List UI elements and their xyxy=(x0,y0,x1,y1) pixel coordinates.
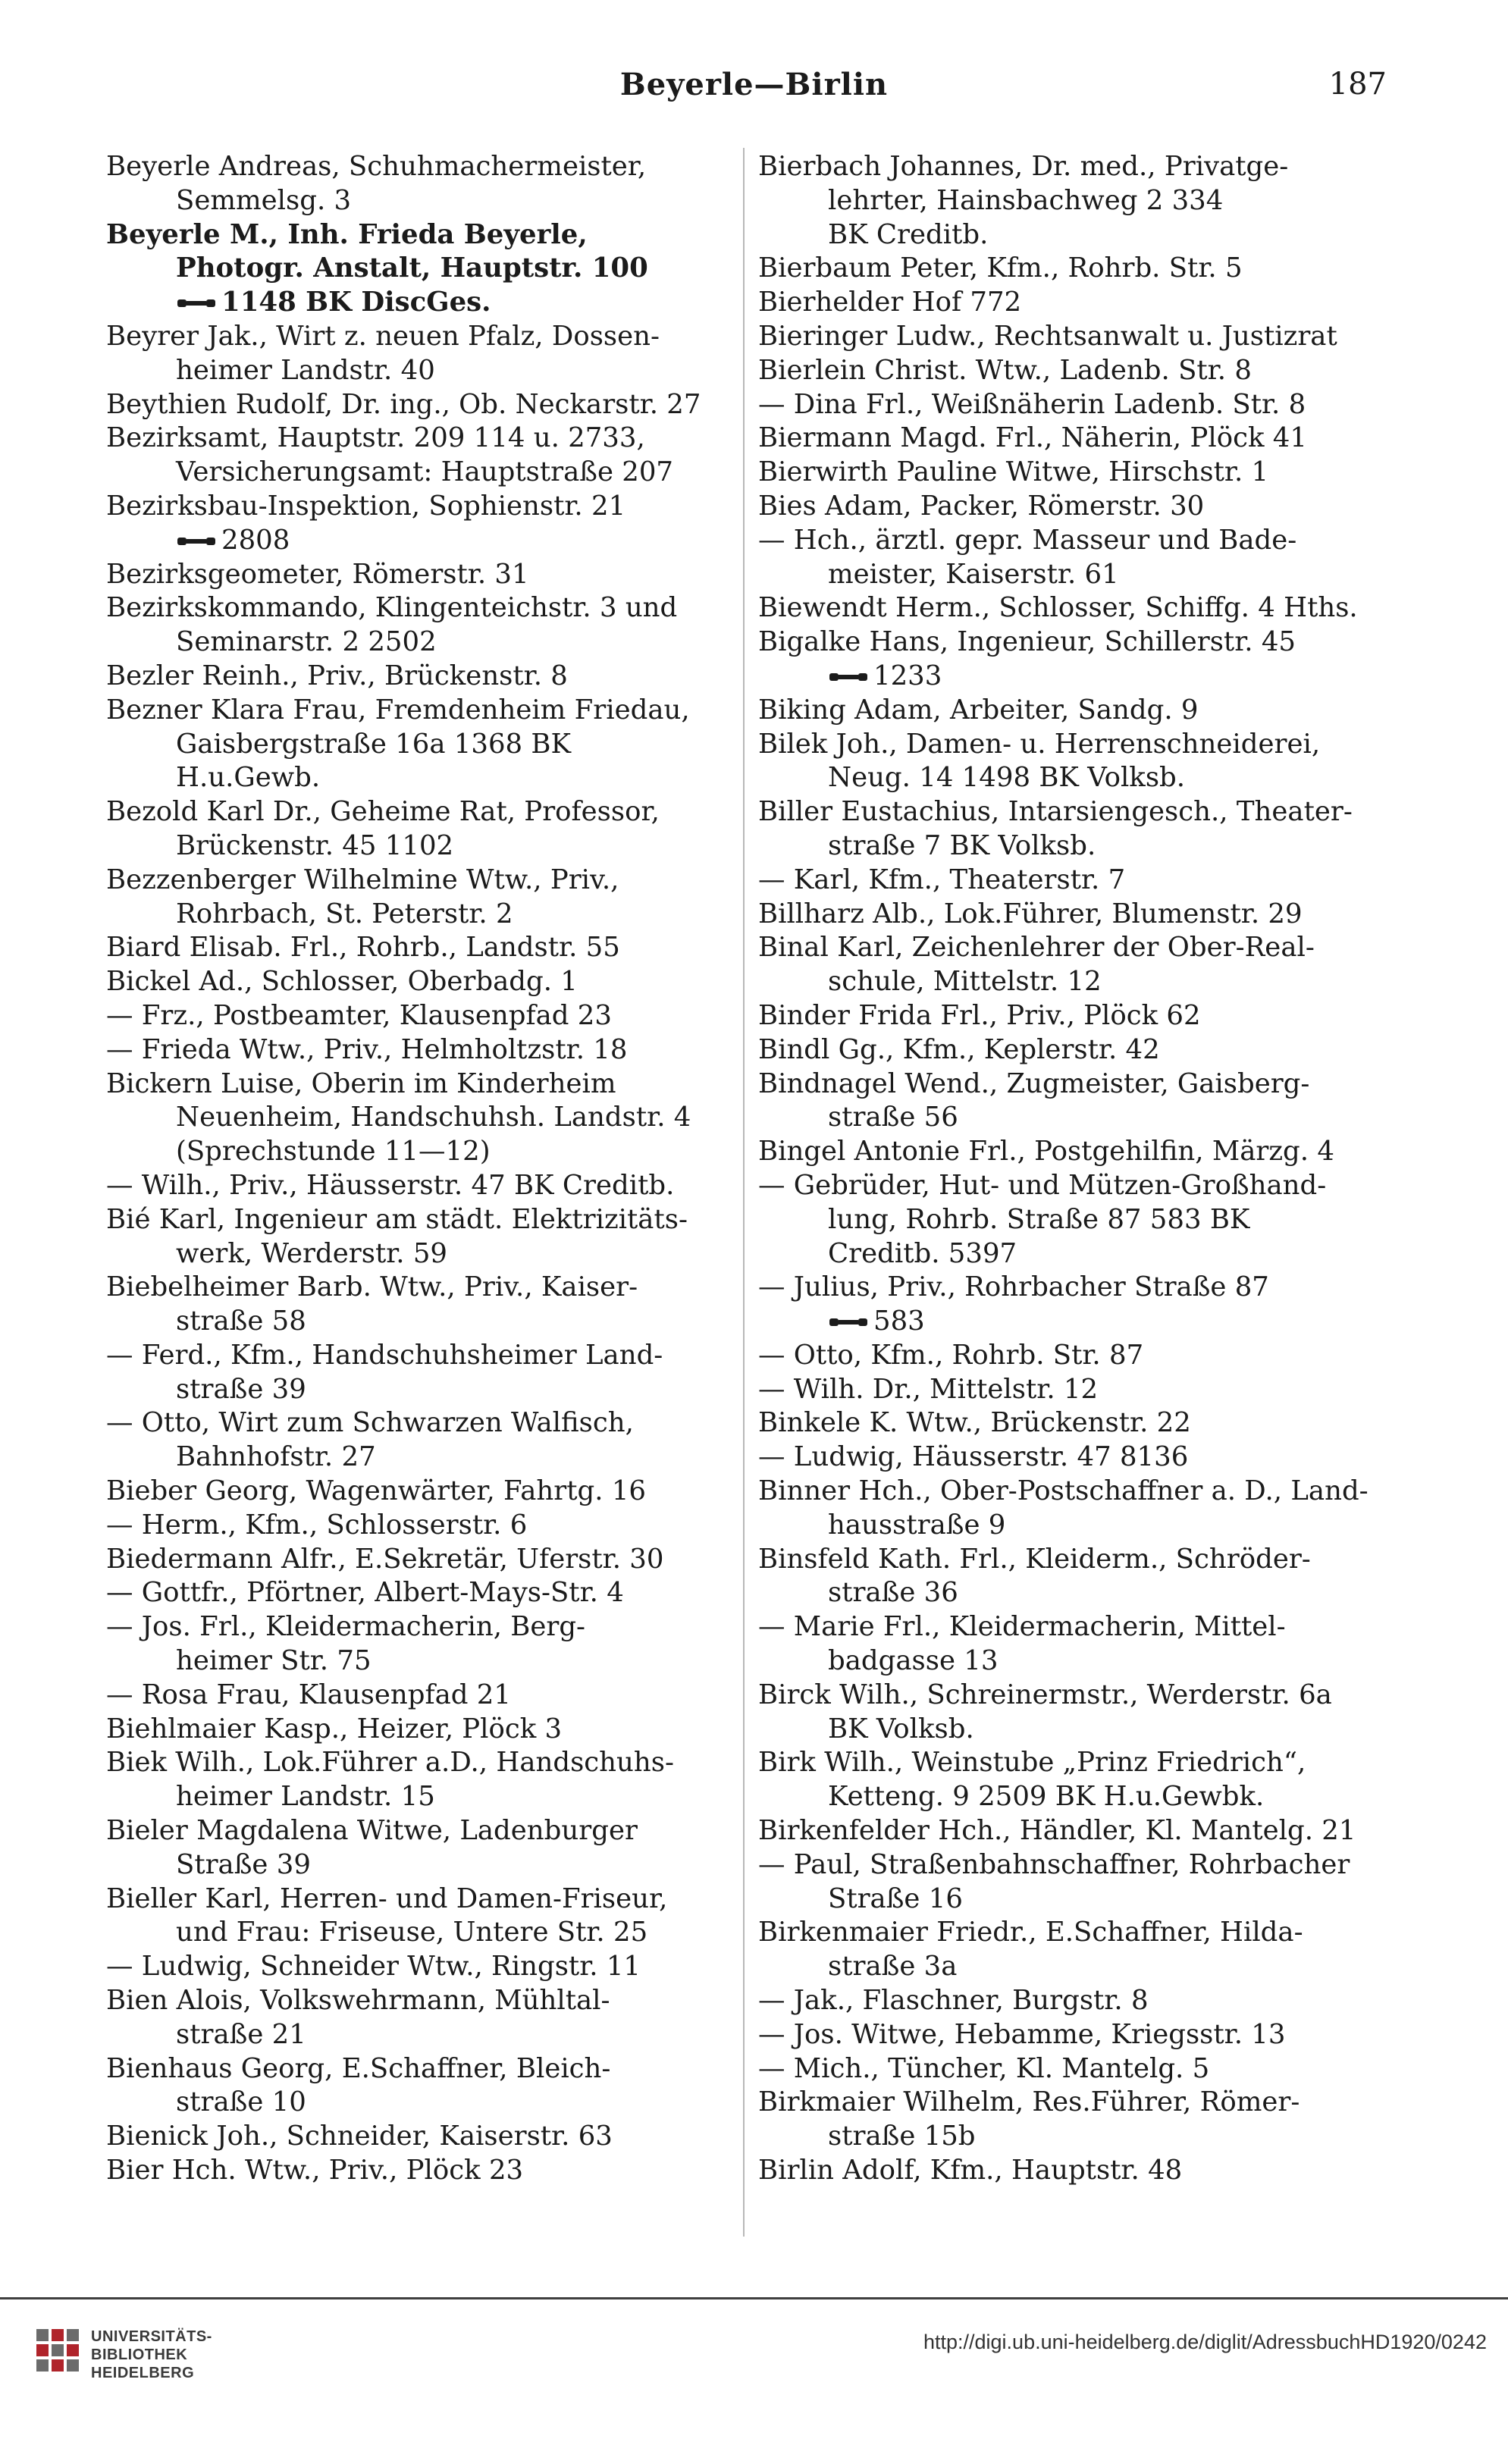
entry-text: Beyerle M., Inh. Frieda Beyerle, xyxy=(106,218,588,250)
entry-text: werk, Werderstr. 59 xyxy=(176,1237,448,1269)
entry-text: Bezold Karl Dr., Geheime Rat, Professor, xyxy=(106,796,660,828)
page-number: 187 xyxy=(1328,67,1387,102)
entry-text: Biehlmaier Kasp., Heizer, Plöck 3 xyxy=(106,1713,563,1745)
entry-text: straße 7 BK Volksb. xyxy=(828,829,1096,861)
entry-text: schule, Mittelstr. 12 xyxy=(828,966,1102,998)
directory-entry-line xyxy=(758,761,1380,795)
directory-entry-line xyxy=(758,591,1380,625)
directory-entry-line xyxy=(758,965,1380,999)
entry-text: Bindnagel Wend., Zugmeister, Gaisberg- xyxy=(758,1067,1310,1099)
source-url-link[interactable]: http://digi.ub.uni-heidelberg.de/diglit/AdressbuchHD1920/0242 xyxy=(923,2331,1487,2353)
directory-entry-line xyxy=(758,2154,1380,2188)
running-head: Beyerle—Birlin xyxy=(619,67,889,102)
entry-text: — Marie Frl., Kleidermacherin, Mittel- xyxy=(758,1611,1286,1643)
entry-text: — Gebrüder, Hut- und Mützen-Großhand- xyxy=(758,1169,1327,1201)
directory-entry-line xyxy=(758,2086,1380,2120)
directory-entry-line xyxy=(106,2154,728,2188)
directory-entry-line xyxy=(106,1237,728,1271)
right-column xyxy=(758,150,1380,2188)
entry-text: Biermann Magd. Frl., Näherin, Plöck 41 xyxy=(758,422,1307,454)
entry-text: Creditb. 5397 xyxy=(828,1237,1017,1269)
directory-entry-line xyxy=(106,252,728,286)
directory-entry-line xyxy=(758,1610,1380,1644)
directory-entry-line xyxy=(758,218,1380,252)
entry-text: Birkenmaier Friedr., E.Schaffner, Hilda- xyxy=(758,1917,1303,1948)
entry-text: H.u.Gewb. xyxy=(176,762,321,794)
directory-entry-line xyxy=(758,2120,1380,2154)
directory-entry-line xyxy=(758,795,1380,829)
directory-entry-line xyxy=(758,1950,1380,1984)
entry-text: Bezler Reinh., Priv., Brückenstr. 8 xyxy=(106,660,568,691)
directory-entry-line xyxy=(106,1576,728,1610)
directory-entry-line xyxy=(758,1033,1380,1067)
directory-entry-line xyxy=(106,1067,728,1102)
directory-entry-line xyxy=(758,1746,1380,1780)
telephone-receiver-icon xyxy=(176,287,217,306)
entry-text: Bieler Magdalena Witwe, Ladenburger xyxy=(106,1815,638,1847)
entry-text: (Sprechstunde 11—12) xyxy=(176,1136,491,1168)
directory-entry-line xyxy=(758,252,1380,286)
directory-entry-line xyxy=(106,422,728,456)
entry-text: Seminarstr. 2 2502 xyxy=(176,626,437,658)
entry-text: lehrter, Hainsbachweg 2 334 xyxy=(828,184,1224,216)
entry-text: meister, Kaiserstr. 61 xyxy=(828,558,1119,590)
directory-entry-line xyxy=(758,1101,1380,1135)
entry-text: Bierbaum Peter, Kfm., Rohrb. Str. 5 xyxy=(758,252,1243,284)
directory-entry-line xyxy=(106,150,728,184)
entry-text: Binder Frida Frl., Priv., Plöck 62 xyxy=(758,999,1201,1031)
telephone-receiver-icon xyxy=(828,1306,869,1324)
directory-entry-line xyxy=(106,1610,728,1644)
entry-text: Bieber Georg, Wagenwärter, Fahrtg. 16 xyxy=(106,1475,646,1507)
directory-entry-line xyxy=(106,1373,728,1407)
entry-text: Versicherungsamt: Hauptstraße 207 xyxy=(176,456,674,488)
entry-text: Bezner Klara Frau, Fremdenheim Friedau, xyxy=(106,694,690,726)
directory-entry-line xyxy=(106,2086,728,2120)
directory-entry-line xyxy=(106,1509,728,1543)
directory-entry-line xyxy=(106,320,728,354)
directory-entry-line xyxy=(106,795,728,829)
entry-text: Bié Karl, Ingenieur am städt. Elektrizitäts- xyxy=(106,1203,688,1235)
entry-text: Ketteng. 9 2509 BK H.u.Gewbk. xyxy=(828,1781,1265,1813)
entry-text: straße 58 xyxy=(176,1306,306,1337)
entry-text: Bienick Joh., Schneider, Kaiserstr. 63 xyxy=(106,2121,613,2152)
entry-text: Bezirksbau-Inspektion, Sophienstr. 21 xyxy=(106,490,626,522)
directory-entry-line xyxy=(758,660,1380,694)
entry-text: — Rosa Frau, Klausenpfad 21 xyxy=(106,1679,511,1710)
directory-entry-line xyxy=(106,694,728,728)
directory-entry-line xyxy=(106,218,728,252)
entry-text: — Mich., Tüncher, Kl. Mantelg. 5 xyxy=(758,2052,1210,2084)
directory-entry-line xyxy=(106,1644,728,1679)
entry-text: badgasse 13 xyxy=(828,1645,999,1677)
directory-entry-line xyxy=(106,761,728,795)
directory-entry-line xyxy=(106,1713,728,1747)
page-header xyxy=(0,0,1508,159)
entry-text: — Frz., Postbeamter, Klausenpfad 23 xyxy=(106,999,612,1031)
entry-text: Beythien Rudolf, Dr. ing., Ob. Neckarstr. 27 xyxy=(106,388,701,420)
directory-entry-line xyxy=(106,1101,728,1135)
entry-text: Biedermann Alfr., E.Sekretär, Uferstr. 30 xyxy=(106,1543,664,1575)
directory-entry-line xyxy=(106,1135,728,1169)
page-footer xyxy=(0,2297,1508,2464)
entry-text: straße 56 xyxy=(828,1102,958,1133)
entry-text: Bezzenberger Wilhelmine Wtw., Priv., xyxy=(106,864,619,895)
entry-text: — Otto, Kfm., Rohrb. Str. 87 xyxy=(758,1339,1144,1371)
directory-entry-line xyxy=(758,1237,1380,1271)
directory-entry-line xyxy=(106,1033,728,1067)
directory-entry-line xyxy=(758,1916,1380,1950)
directory-entry-line xyxy=(758,864,1380,898)
directory-entry-line xyxy=(758,1475,1380,1509)
directory-entry-line xyxy=(106,1848,728,1882)
library-name-line: HEIDELBERG xyxy=(91,2365,195,2381)
directory-entry-line xyxy=(758,829,1380,864)
entry-text: Bieller Karl, Herren- und Damen-Friseur, xyxy=(106,1882,668,1914)
left-column xyxy=(106,150,728,2188)
entry-text: Bier Hch. Wtw., Priv., Plöck 23 xyxy=(106,2155,524,2187)
entry-text: — Ludwig, Häusserstr. 47 8136 xyxy=(758,1441,1189,1473)
entry-text: 583 xyxy=(873,1306,925,1337)
directory-entry-line xyxy=(758,2018,1380,2052)
entry-text: Bickern Luise, Oberin im Kinderheim xyxy=(106,1067,616,1099)
directory-entry-line xyxy=(106,184,728,218)
directory-entry-line xyxy=(758,1984,1380,2018)
directory-entry-line xyxy=(758,456,1380,490)
entry-text: — Jak., Flaschner, Burgstr. 8 xyxy=(758,1985,1149,2017)
directory-entry-line xyxy=(106,1746,728,1780)
entry-text: — Jos. Frl., Kleidermacherin, Berg- xyxy=(106,1611,586,1643)
entry-text: — Frieda Wtw., Priv., Helmholtzstr. 18 xyxy=(106,1033,628,1065)
directory-entry-line xyxy=(106,1780,728,1814)
entry-text: Biebelheimer Barb. Wtw., Priv., Kaiser- xyxy=(106,1271,638,1303)
directory-entry-line xyxy=(106,1984,728,2018)
directory-entry-line xyxy=(758,931,1380,965)
directory-entry-line xyxy=(106,898,728,932)
column-divider xyxy=(743,148,745,2237)
directory-entry-line xyxy=(758,1440,1380,1475)
library-logo-icon xyxy=(33,2326,82,2384)
library-name-line: UNIVERSITÄTS- xyxy=(91,2328,212,2345)
directory-entry-line xyxy=(758,388,1380,422)
entry-text: Binsfeld Kath. Frl., Kleiderm., Schröder- xyxy=(758,1543,1311,1575)
telephone-receiver-icon xyxy=(176,525,217,544)
entry-text: Biking Adam, Arbeiter, Sandg. 9 xyxy=(758,694,1199,726)
entry-text: — Wilh. Dr., Mittelstr. 12 xyxy=(758,1373,1099,1405)
entry-text: Gaisbergstraße 16a 1368 BK xyxy=(176,728,572,760)
directory-entry-line xyxy=(106,1271,728,1305)
directory-entry-line xyxy=(106,999,728,1033)
entry-text: Bahnhofstr. 27 xyxy=(176,1441,376,1473)
entry-text: Biller Eustachius, Intarsiengesch., Theater- xyxy=(758,796,1353,828)
directory-entry-line xyxy=(758,1271,1380,1305)
entry-text: Binner Hch., Ober-Postschaffner a. D., Land- xyxy=(758,1475,1368,1507)
entry-text: — Dina Frl., Weißnäherin Ladenb. Str. 8 xyxy=(758,388,1306,420)
directory-entry-line xyxy=(106,1305,728,1339)
directory-entry-line xyxy=(758,354,1380,388)
entry-text: lung, Rohrb. Straße 87 583 BK xyxy=(828,1203,1250,1235)
directory-entry-line xyxy=(106,625,728,660)
directory-entry-line xyxy=(106,1475,728,1509)
entry-text: hausstraße 9 xyxy=(828,1509,1006,1541)
entry-text: Semmelsg. 3 xyxy=(176,184,352,216)
entry-text: Bies Adam, Packer, Römerstr. 30 xyxy=(758,490,1205,522)
entry-text: 1233 xyxy=(873,660,942,691)
entry-text: Birk Wilh., Weinstube „Prinz Friedrich“, xyxy=(758,1747,1306,1779)
entry-text: Birlin Adolf, Kfm., Hauptstr. 48 xyxy=(758,2155,1183,2187)
directory-entry-line xyxy=(106,829,728,864)
directory-entry-line xyxy=(106,286,728,320)
directory-entry-line xyxy=(106,2120,728,2154)
directory-entry-line xyxy=(758,1509,1380,1543)
directory-entry-line xyxy=(758,490,1380,524)
entry-text: Beyerle Andreas, Schuhmachermeister, xyxy=(106,151,647,182)
entry-text: straße 15b xyxy=(828,2121,976,2152)
directory-entry-line xyxy=(758,1067,1380,1102)
entry-text: 2808 xyxy=(221,524,290,556)
entry-text: straße 10 xyxy=(176,2086,306,2118)
directory-entry-line xyxy=(758,1644,1380,1679)
directory-entry-line xyxy=(106,864,728,898)
directory-entry-line xyxy=(106,1406,728,1440)
entry-text: — Gottfr., Pförtner, Albert-Mays-Str. 4 xyxy=(106,1577,624,1609)
entry-text: straße 3a xyxy=(828,1951,958,1983)
directory-entry-line xyxy=(758,1576,1380,1610)
directory-entry-line xyxy=(106,1882,728,1917)
directory-entry-line xyxy=(106,728,728,762)
entry-text: Bingel Antonie Frl., Postgehilfin, Märzg. 4 xyxy=(758,1136,1334,1168)
directory-entry-line xyxy=(106,2052,728,2086)
directory-entry-line xyxy=(758,1780,1380,1814)
directory-entry-line xyxy=(758,1135,1380,1169)
entry-text: Bezirksgeometer, Römerstr. 31 xyxy=(106,558,529,590)
directory-entry-line xyxy=(758,558,1380,592)
entry-text: Binkele K. Wtw., Brückenstr. 22 xyxy=(758,1407,1191,1439)
directory-entry-line xyxy=(106,456,728,490)
entry-text: Biewendt Herm., Schlosser, Schiffg. 4 Hths. xyxy=(758,592,1358,624)
library-name-line: BIBLIOTHEK xyxy=(91,2346,188,2363)
entry-text: Straße 16 xyxy=(828,1882,963,1914)
entry-text: Biek Wilh., Lok.Führer a.D., Handschuhs- xyxy=(106,1747,674,1779)
entry-text: Bickel Ad., Schlosser, Oberbadg. 1 xyxy=(106,966,578,998)
entry-text: — Ferd., Kfm., Handschuhsheimer Land- xyxy=(106,1339,663,1371)
entry-text: heimer Landstr. 40 xyxy=(176,354,435,386)
library-name xyxy=(91,2328,212,2382)
directory-entry-line xyxy=(106,2018,728,2052)
directory-entry-line xyxy=(106,660,728,694)
entry-text: Bezirksamt, Hauptstr. 209 114 u. 2733, xyxy=(106,422,645,454)
entry-text: Bieringer Ludw., Rechtsanwalt u. Justizrat xyxy=(758,320,1337,352)
directory-entry-line xyxy=(758,999,1380,1033)
entry-text: Straße 39 xyxy=(176,1848,311,1880)
directory-entry-line xyxy=(758,1305,1380,1339)
directory-entry-line xyxy=(758,625,1380,660)
directory-entry-line xyxy=(758,2052,1380,2086)
entry-text: Photogr. Anstalt, Hauptstr. 100 xyxy=(176,252,648,284)
entry-text: Bierlein Christ. Wtw., Ladenb. Str. 8 xyxy=(758,354,1252,386)
directory-entry-line xyxy=(106,354,728,388)
footer-rule xyxy=(0,2297,1508,2299)
entry-text: Bierwirth Pauline Witwe, Hirschstr. 1 xyxy=(758,456,1269,488)
entry-text: — Jos. Witwe, Hebamme, Kriegsstr. 13 xyxy=(758,2018,1286,2050)
entry-text: Neug. 14 1498 BK Volksb. xyxy=(828,762,1186,794)
entry-text: und Frau: Friseuse, Untere Str. 25 xyxy=(176,1917,648,1948)
directory-entry-line xyxy=(106,1339,728,1373)
directory-entry-line xyxy=(106,931,728,965)
directory-entry-line xyxy=(758,524,1380,558)
entry-text: Bigalke Hans, Ingenieur, Schillerstr. 45 xyxy=(758,626,1296,658)
entry-text: Bierbach Johannes, Dr. med., Privatge- xyxy=(758,151,1289,182)
entry-text: straße 36 xyxy=(828,1577,958,1609)
directory-entry-line xyxy=(106,1950,728,1984)
directory-entry-line xyxy=(758,1406,1380,1440)
entry-text: straße 21 xyxy=(176,2018,306,2050)
entry-text: Bierhelder Hof 772 xyxy=(758,287,1022,318)
entry-text: — Ludwig, Schneider Wtw., Ringstr. 11 xyxy=(106,1951,641,1983)
directory-entry-line xyxy=(758,1713,1380,1747)
directory-entry-line xyxy=(758,728,1380,762)
directory-entry-line xyxy=(758,1339,1380,1373)
entry-text: Neuenheim, Handschuhsh. Landstr. 4 xyxy=(176,1102,691,1133)
directory-entry-line xyxy=(758,1848,1380,1882)
directory-entry-line xyxy=(106,388,728,422)
directory-entry-line xyxy=(106,490,728,524)
entry-text: BK Creditb. xyxy=(828,218,989,250)
directory-entry-line xyxy=(758,1169,1380,1203)
directory-entry-line xyxy=(106,524,728,558)
directory-entry-line xyxy=(106,558,728,592)
entry-text: Bien Alois, Volkswehrmann, Mühltal- xyxy=(106,1985,610,2017)
directory-entry-line xyxy=(106,1679,728,1713)
directory-entry-line xyxy=(758,184,1380,218)
directory-entry-line xyxy=(106,591,728,625)
entry-text: heimer Str. 75 xyxy=(176,1645,372,1677)
directory-entry-line xyxy=(758,150,1380,184)
telephone-receiver-icon xyxy=(828,661,869,679)
directory-entry-line xyxy=(758,1543,1380,1577)
directory-entry-line xyxy=(758,1882,1380,1917)
entry-text: — Herm., Kfm., Schlosserstr. 6 xyxy=(106,1509,528,1541)
directory-entry-line xyxy=(106,1203,728,1237)
entry-text: Birkenfelder Hch., Händler, Kl. Mantelg. 21 xyxy=(758,1815,1356,1847)
directory-entry-line xyxy=(758,1373,1380,1407)
entry-text: — Hch., ärztl. gepr. Masseur und Bade- xyxy=(758,524,1297,556)
directory-entry-line xyxy=(758,422,1380,456)
directory-entry-line xyxy=(758,1679,1380,1713)
directory-entry-line xyxy=(106,1814,728,1848)
entry-text: Binal Karl, Zeichenlehrer der Ober-Real- xyxy=(758,932,1315,964)
entry-text: — Wilh., Priv., Häusserstr. 47 BK Creditb. xyxy=(106,1169,675,1201)
entry-text: Bindl Gg., Kfm., Keplerstr. 42 xyxy=(758,1033,1160,1065)
entry-text: Bezirkskommando, Klingenteichstr. 3 und xyxy=(106,592,678,624)
entry-text: Beyrer Jak., Wirt z. neuen Pfalz, Dossen- xyxy=(106,320,660,352)
entry-text: Brückenstr. 45 1102 xyxy=(176,829,454,861)
entry-text: Biard Elisab. Frl., Rohrb., Landstr. 55 xyxy=(106,932,620,964)
directory-entry-line xyxy=(758,286,1380,320)
entry-text: BK Volksb. xyxy=(828,1713,974,1745)
entry-text: Birkmaier Wilhelm, Res.Führer, Römer- xyxy=(758,2086,1300,2118)
directory-entry-line xyxy=(758,1814,1380,1848)
entry-text: Rohrbach, St. Peterstr. 2 xyxy=(176,898,513,929)
entry-text: — Paul, Straßenbahnschaffner, Rohrbacher xyxy=(758,1848,1350,1880)
entry-text: 1148 BK DiscGes. xyxy=(221,287,491,318)
entry-text: Birck Wilh., Schreinermstr., Werderstr. 6a xyxy=(758,1679,1332,1710)
directory-entry-line xyxy=(106,1916,728,1950)
directory-entry-line xyxy=(106,1169,728,1203)
directory-entry-line xyxy=(106,965,728,999)
entry-text: — Karl, Kfm., Theaterstr. 7 xyxy=(758,864,1126,895)
directory-entry-line xyxy=(106,1543,728,1577)
directory-entry-line xyxy=(758,1203,1380,1237)
entry-text: Bienhaus Georg, E.Schaffner, Bleich- xyxy=(106,2052,611,2084)
entry-text: Billharz Alb., Lok.Führer, Blumenstr. 29 xyxy=(758,898,1303,929)
entry-text: — Julius, Priv., Rohrbacher Straße 87 xyxy=(758,1271,1269,1303)
directory-entry-line xyxy=(758,898,1380,932)
entry-text: — Otto, Wirt zum Schwarzen Walfisch, xyxy=(106,1407,634,1439)
directory-entry-line xyxy=(106,1440,728,1475)
entry-text: straße 39 xyxy=(176,1373,306,1405)
entry-text: Bilek Joh., Damen- u. Herrenschneiderei, xyxy=(758,728,1321,760)
directory-entry-line xyxy=(758,694,1380,728)
entry-text: heimer Landstr. 15 xyxy=(176,1781,435,1813)
directory-entry-line xyxy=(758,320,1380,354)
